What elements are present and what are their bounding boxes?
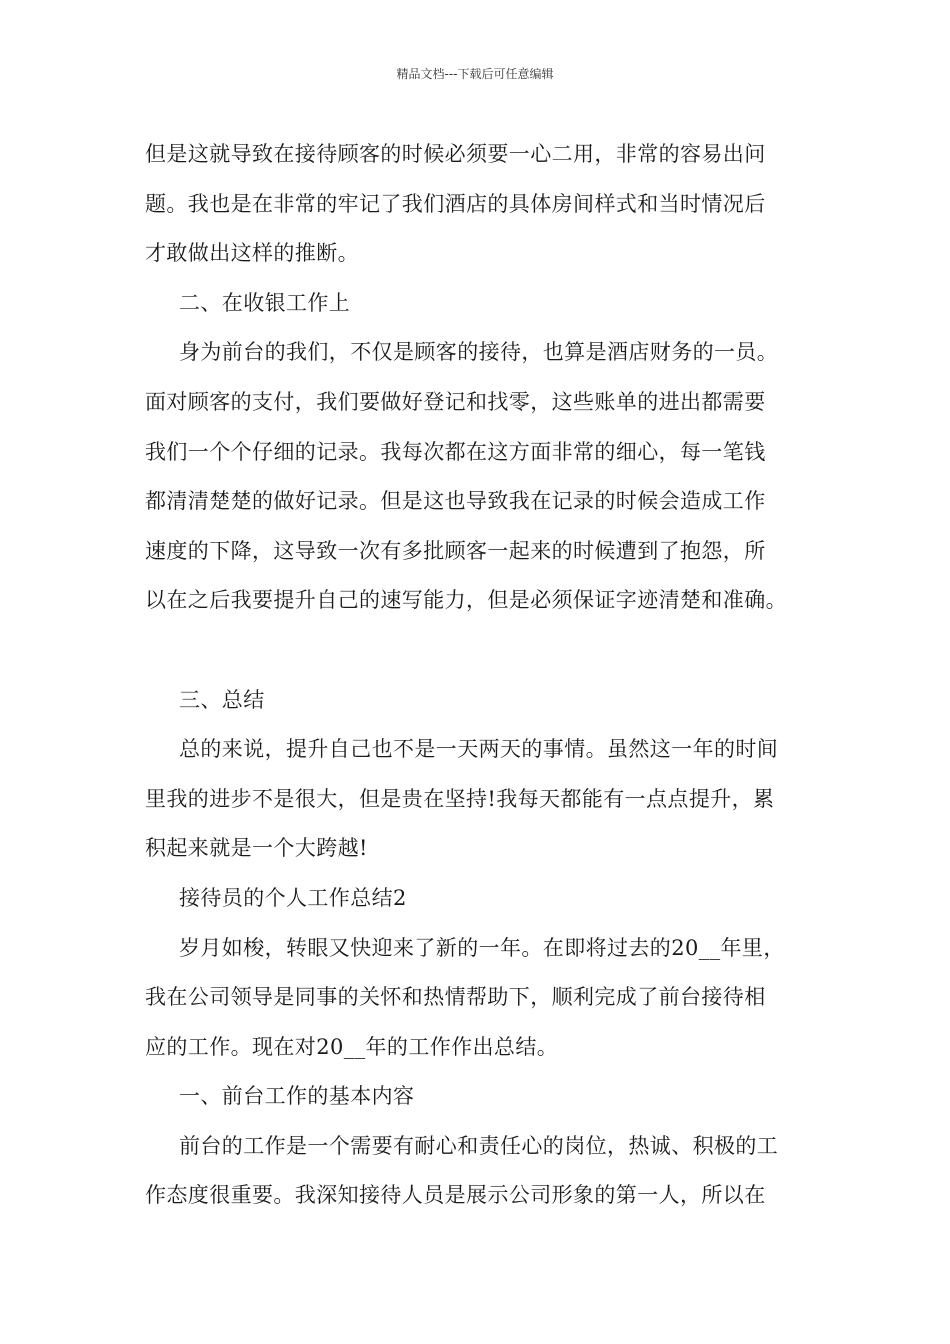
body-line: 但是这就导致在接待顾客的时候必须要一心二用，非常的容易出问 xyxy=(145,142,766,166)
document-subtitle: 接待员的个人工作总结2 xyxy=(179,885,407,910)
body-line: 岁月如梭，转眼又快迎来了新的一年。在即将过去的20__年里， xyxy=(179,935,785,960)
section-heading-cashier: 二、在收银工作上 xyxy=(179,290,351,315)
body-line: 速度的下降，这导致一次有多批顾客一起来的时候遭到了抱怨，所 xyxy=(145,538,766,563)
paragraph-gap xyxy=(145,626,835,676)
body-line: 总的来说，提升自己也不是一天两天的事情。虽然这一年的时间 xyxy=(179,737,779,762)
section-heading-summary: 三、总结 xyxy=(179,687,265,712)
page-header: 精品文档---下载后可任意编辑 xyxy=(396,67,554,81)
body-line: 积起来就是一个大跨越! xyxy=(145,836,368,861)
section-heading-basics: 一、前台工作的基本内容 xyxy=(179,1084,415,1109)
document-body xyxy=(145,130,835,1221)
body-line: 身为前台的我们，不仅是顾客的接待，也算是酒店财务的一员。 xyxy=(179,340,779,365)
body-line: 才敢做出这样的推断。 xyxy=(145,241,359,266)
body-line: 里我的进步不是很大，但是贵在坚持!我每天都能有一点点提升，累 xyxy=(145,786,775,811)
body-line: 我们一个个仔细的记录。我每次都在这方面非常的细心，每一笔钱 xyxy=(145,439,766,464)
body-line: 面对顾客的支付，我们要做好登记和找零，这些账单的进出都需要 xyxy=(145,389,766,414)
body-line: 都清清楚楚的做好记录。但是这也导致我在记录的时候会造成工作 xyxy=(145,489,766,514)
body-line: 应的工作。现在对20__年的工作作出总结。 xyxy=(145,1034,559,1059)
body-line: 作态度很重要。我深知接待人员是展示公司形象的第一人，所以在 xyxy=(145,1183,766,1208)
body-line: 前台的工作是一个需要有耐心和责任心的岗位，热诚、积极的工 xyxy=(179,1133,779,1158)
body-line: 题。我也是在非常的牢记了我们酒店的具体房间样式和当时情况后 xyxy=(145,191,766,216)
body-line: 我在公司领导是同事的关怀和热情帮助下，顺利完成了前台接待相 xyxy=(145,985,766,1010)
body-line: 以在之后我要提升自己的速写能力，但是必须保证字迹清楚和准确。 xyxy=(145,588,787,613)
